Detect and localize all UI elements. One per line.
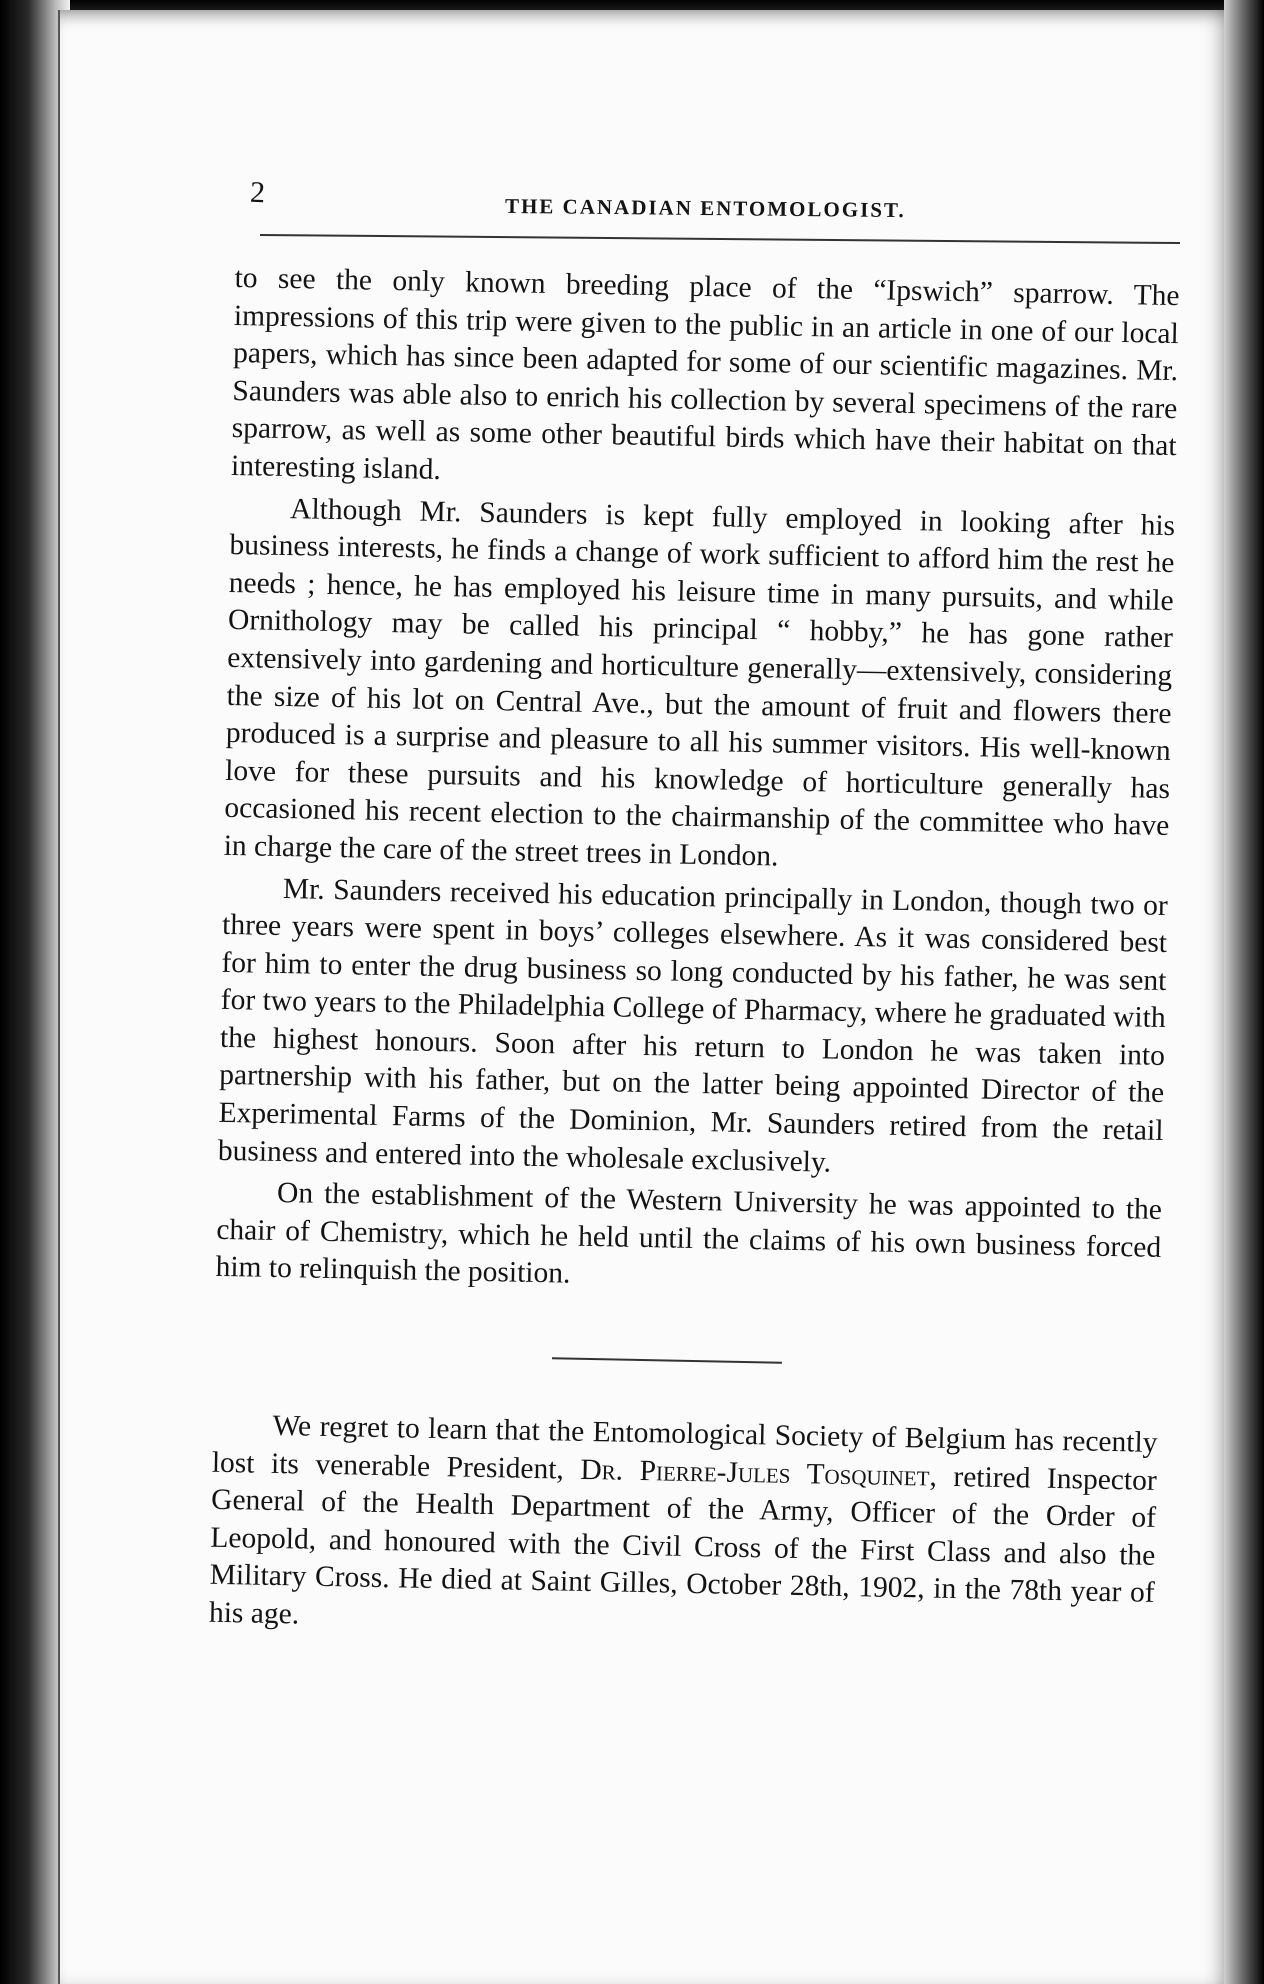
page-header xyxy=(235,176,1180,234)
header-rule xyxy=(260,234,1180,244)
paragraph-education: Mr. Saunders received his education principally in London, though two or three years were spent in boys’ colleges elsewhere. As it was considered best for him to enter the drug business so long conducted by his father, he was sent for two years to the Philadelphia College of Pharmacy, where he graduated with the highest honours. Soon after his return to London he was taken into partnership with his father, but on the latter being appointed Director of the Experimental Farms of the Dominion, Mr. Saunders retired from the retail business and entered into the wholesale exclusively. xyxy=(217,872,1169,1179)
paragraph-university: On the establishment of the Western University he was appointed to the chair of Chemistry, which he held until the claims of his own business forced him to relinquish the position. xyxy=(215,1177,1163,1291)
obituary-text-start: We regret to learn that the Entomological Society of Belgium has recently lost its venerable President, xyxy=(211,1409,1158,1486)
obituary-notice xyxy=(209,1407,1158,1651)
paragraph-hobbies: Although Mr. Saunders is kept fully employed in looking after his business interests, he finds a change of work sufficient to afford him the rest he needs ; hence, he has employed his leisure time in many pursuits, and while Ornithology may be called his principal “ hobby,” he has gone rather extensively into gardening and horticulture generally—extensively, considering the size of his lot on Central Ave., but the amount of fruit and flowers there produced is a surprise and pleasure to all his summer visitors. His well-known love for these pursuits and his knowledge of horticulture generally has occasioned his recent election to the chairmanship of the committee who have in charge the care of the street trees in London. xyxy=(223,492,1176,873)
section-divider xyxy=(551,1357,781,1363)
running-head: THE CANADIAN ENTOMOLOGIST. xyxy=(504,193,906,223)
page-content xyxy=(208,175,1180,1633)
paragraph-continued: to see the only known breeding place of the “Ipswich” sparrow. The impressions of this trip were given to the public in an article in one of our local papers, which has since been adapted for some of our scientific magazines. Mr. Saunders was able also to enrich his collection by several specimens of the rare sparrow, as well as some other beautiful birds which have their habitat on that interesting island. xyxy=(230,261,1180,486)
obituary-name: Dr. Pierre-Jules Tosquinet, xyxy=(580,1453,938,1493)
page-number: 2 xyxy=(249,175,266,210)
article-body xyxy=(209,260,1180,1650)
page-edge-shadow xyxy=(1224,0,1264,1984)
obituary-text-end: retired Inspector General of the Health Department of the Army, Officer of the Order of Leopold, and honoured with the Civil Cross of the First Class and also the Military Cross. He died at Saint Gilles, October 28th, 1902, in the 78th year of his age. xyxy=(208,1460,1158,1631)
